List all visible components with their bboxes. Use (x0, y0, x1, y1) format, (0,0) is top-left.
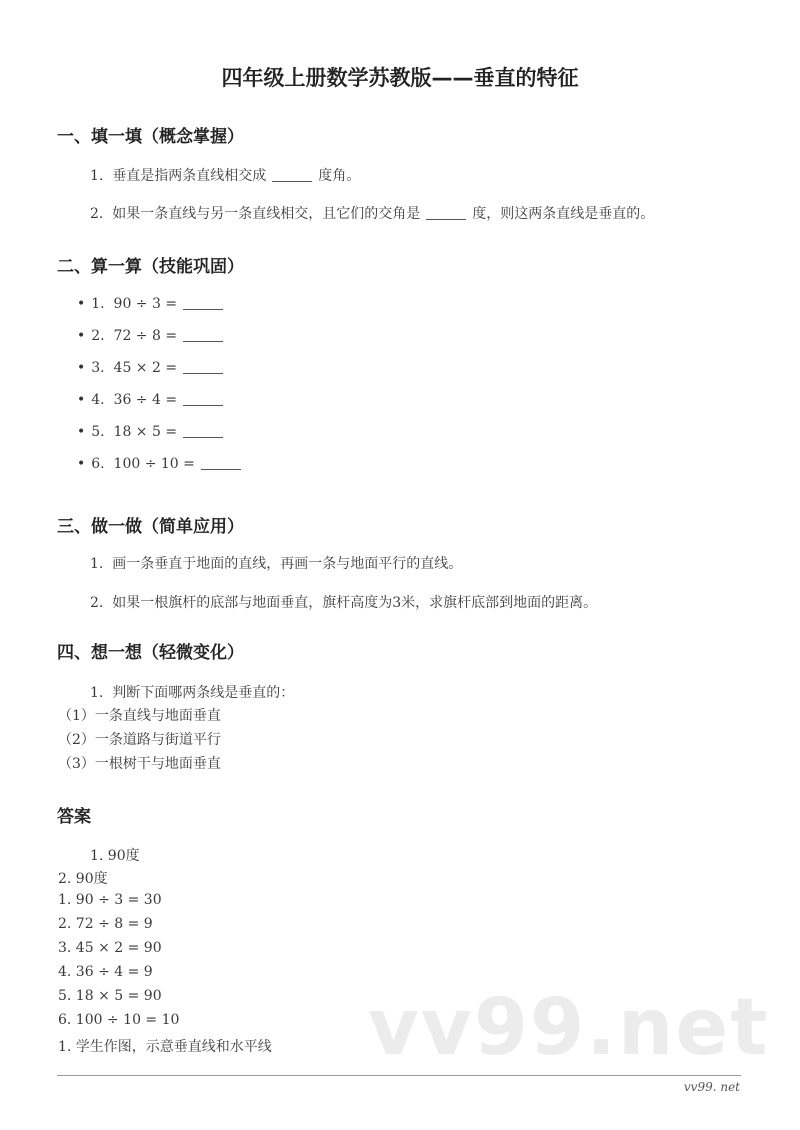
answer-line: 2. 72 ÷ 8 = 9 (58, 916, 153, 932)
question-text: 如果一根旗杆的底部与地面垂直，旗杆高度为3米，求旗杆底部到地面的距离。 (112, 595, 598, 611)
calc-item (77, 328, 229, 344)
answer-blank (272, 169, 312, 182)
answer-line: 5. 18 × 5 = 90 (58, 988, 162, 1004)
question-number: 4. (91, 392, 105, 408)
question-text: 画一条垂直于地面的直线，再画一条与地面平行的直线。 (112, 556, 463, 572)
answer-blank (183, 297, 223, 310)
question-text: 如果一条直线与另一条直线相交，且它们的交角是 (112, 206, 421, 222)
footer-site-label: vv99. net (683, 1080, 740, 1094)
calc-expression: 18 × 5 = (113, 424, 178, 440)
answer-line: 2. 90度 (58, 871, 108, 887)
answer-line: 4. 36 ÷ 4 = 9 (58, 964, 153, 980)
answer-blank (183, 329, 223, 342)
answer-line: 6. 100 ÷ 10 = 10 (58, 1012, 180, 1028)
section-heading-apply: 三、做一做（简单应用） (57, 517, 244, 537)
question-number: 1. (90, 685, 104, 701)
calc-item (77, 424, 229, 440)
question-item (90, 553, 462, 573)
question-number: 1. (90, 556, 104, 572)
answer-line: 1. 学生作图，示意垂直线和水平线 (58, 1039, 272, 1055)
calc-item (77, 296, 229, 312)
answer-line: 3. 45 × 2 = 90 (58, 940, 162, 956)
question-number: 2. (90, 206, 104, 222)
answers-heading: 答案 (57, 807, 91, 827)
calc-item (77, 392, 229, 408)
question-item (90, 682, 294, 702)
question-number: 6. (91, 456, 105, 472)
calc-expression: 36 ÷ 4 = (113, 392, 178, 408)
question-item (90, 592, 597, 612)
option-item: （3）一根树干与地面垂直 (58, 756, 221, 772)
calc-expression: 45 × 2 = (113, 360, 178, 376)
footer-divider (57, 1075, 741, 1076)
question-text: 度，则这两条直线是垂直的。 (472, 206, 655, 222)
answer-blank (183, 425, 223, 438)
question-item (90, 203, 654, 223)
question-text: 判断下面哪两条线是垂直的： (112, 685, 295, 701)
section-heading-calc: 二、算一算（技能巩固） (57, 257, 244, 277)
question-number: 1. (91, 296, 105, 312)
answer-line: 1. 90 ÷ 3 = 30 (58, 892, 162, 908)
calc-expression: 100 ÷ 10 = (113, 456, 195, 472)
answer-blank (201, 457, 241, 470)
question-item (90, 165, 360, 185)
calc-item (77, 360, 229, 376)
question-number: 3. (91, 360, 105, 376)
page-title: 四年级上册数学苏教版——垂直的特征 (221, 66, 579, 90)
section-heading-think: 四、想一想（轻微变化） (57, 643, 244, 663)
calc-expression: 72 ÷ 8 = (113, 328, 178, 344)
answer-blank (183, 361, 223, 374)
calc-expression: 90 ÷ 3 = (113, 296, 178, 312)
answer-blank (183, 393, 223, 406)
question-number: 2. (91, 328, 105, 344)
watermark: vv99.net (368, 983, 770, 1073)
question-number: 2. (90, 595, 104, 611)
question-number: 5. (91, 424, 105, 440)
calc-item (77, 456, 247, 472)
question-text: 度角。 (318, 168, 361, 184)
option-item: （1）一条直线与地面垂直 (58, 708, 221, 724)
section-heading-fill: 一、填一填（概念掌握） (57, 127, 244, 147)
answer-line: 1. 90度 (90, 848, 140, 864)
question-text: 垂直是指两条直线相交成 (112, 168, 267, 184)
option-item: （2）一条道路与街道平行 (58, 732, 221, 748)
question-number: 1. (90, 168, 104, 184)
answer-blank (426, 207, 466, 220)
